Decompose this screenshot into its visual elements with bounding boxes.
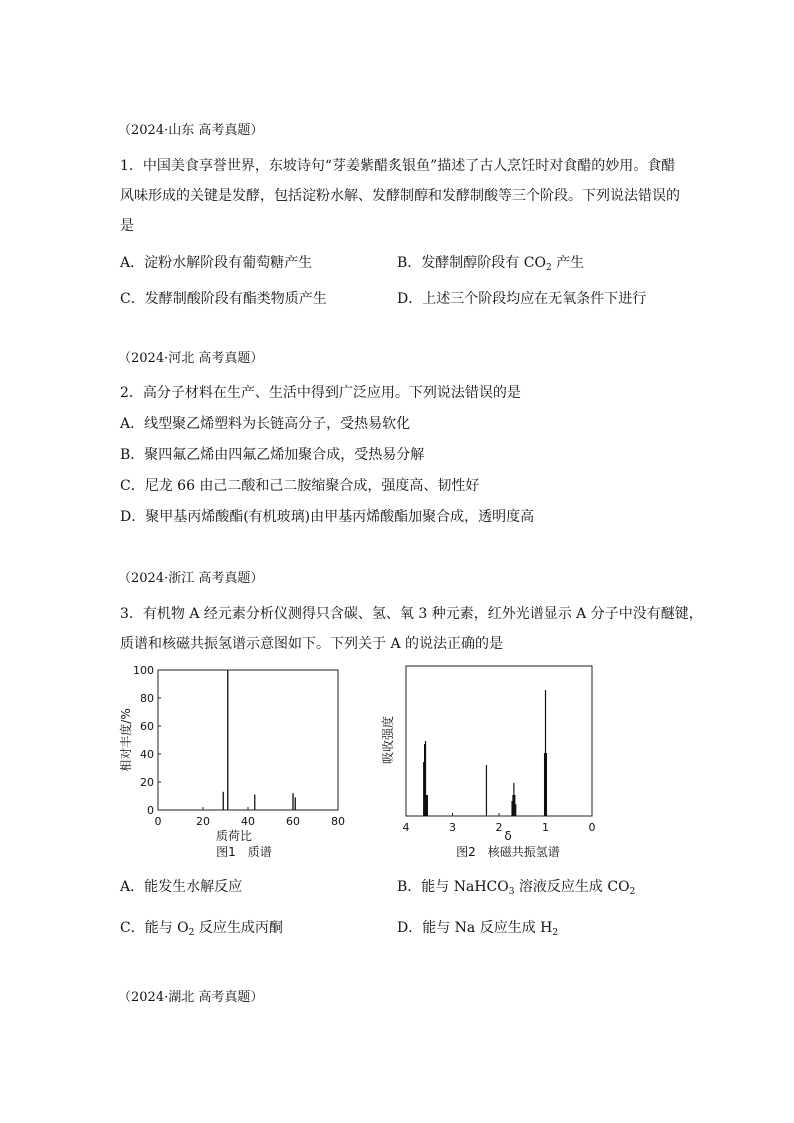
y-tick-label: 40	[140, 748, 154, 761]
q3-option-d-sub: 2	[552, 928, 559, 938]
figure-caption: 图1 质谱	[216, 845, 272, 859]
figure-caption: 图2 核磁共振氢谱	[456, 845, 560, 859]
q3-stem-line-1: 3．有机物 A 经元素分析仪测得只含碳、氢、氧 3 种元素，红外光谱显示 A 分子中没有醚键，	[120, 606, 703, 622]
x-tick-label: 3	[449, 821, 456, 834]
x-tick-label: 40	[241, 815, 255, 828]
plot-frame	[158, 670, 338, 810]
q1-option-b-sub: 2	[545, 263, 552, 273]
q3-option-c[interactable]	[120, 918, 283, 938]
q3-option-c-text: C．能与 O	[120, 920, 189, 936]
q2-option-c[interactable]: C．尼龙 66 由己二酸和己二胺缩聚合成，强度高、韧性好	[120, 478, 480, 494]
x-tick-label: 4	[402, 821, 410, 834]
y-tick-label: 20	[140, 776, 154, 789]
q1-option-d[interactable]: D．上述三个阶段均应在无氧条件下进行	[397, 291, 647, 307]
x-axis-label: 质荷比	[215, 829, 253, 843]
q3-option-b-text: B．能与 NaHCO	[397, 879, 509, 895]
q1-option-a[interactable]: A．淀粉水解阶段有葡萄糖产生	[120, 255, 313, 271]
x-axis-label: δ	[504, 829, 512, 843]
q1-stem-line-1: 1．中国美食享誉世界，东坡诗句“芽姜紫醋炙银鱼”描述了古人烹饪时对食醋的妙用。食醋	[120, 158, 676, 174]
q3-stem-line-2: 质谱和核磁共振氢谱示意图如下。下列关于 A 的说法正确的是	[120, 636, 504, 652]
q1-stem-line-2: 风味形成的关键是发酵，包括淀粉水解、发酵制醇和发酵制酸等三个阶段。下列说法错误的	[120, 188, 680, 204]
y-tick-label: 100	[133, 664, 154, 677]
q3-option-b-sub-1: 3	[508, 887, 515, 897]
q2-option-d[interactable]: D．聚甲基丙烯酸酯(有机玻璃)由甲基丙烯酸酯加聚合成，透明度高	[120, 509, 535, 525]
x-tick-label: 2	[495, 821, 503, 834]
q1-source: （2024·山东 高考真题）	[118, 123, 264, 138]
y-tick-label: 60	[140, 720, 154, 733]
plot-frame	[406, 666, 592, 816]
q1-option-b-text: B．发酵制醇阶段有 CO	[397, 255, 546, 271]
x-tick-label: 80	[331, 815, 345, 828]
x-tick-label: 1	[542, 821, 549, 834]
y-tick-label: 80	[140, 692, 154, 705]
x-tick-label: 20	[196, 815, 210, 828]
q1-option-b-post: 产生	[551, 255, 585, 271]
q3-option-b[interactable]	[397, 877, 635, 897]
y-axis-label: 相对丰度/%	[119, 708, 133, 772]
q2-option-a[interactable]: A．线型聚乙烯塑料为长链高分子，受热易软化	[120, 416, 411, 432]
q3-option-d[interactable]	[397, 918, 558, 938]
q1-stem-line-3: 是	[120, 218, 134, 234]
q3-option-c-sub: 2	[188, 928, 195, 938]
x-tick-label: 0	[154, 815, 162, 828]
q3-option-d-text: D．能与 Na 反应生成 H	[397, 920, 553, 936]
q1-option-b[interactable]	[397, 253, 584, 273]
x-tick-label: 0	[588, 821, 596, 834]
q3-option-a[interactable]: A．能发生水解反应	[120, 879, 243, 895]
q2-source: （2024·河北 高考真题）	[118, 351, 264, 366]
q2-stem: 2．高分子材料在生产、生活中得到广泛应用。下列说法错误的是	[120, 385, 521, 401]
q3-option-b-mid: 溶液反应生成 CO	[514, 879, 630, 895]
x-tick-label: 60	[286, 815, 300, 828]
nmr-spectrum-chart	[370, 660, 610, 865]
mass-spectrum-chart	[110, 660, 360, 865]
q1-option-c[interactable]: C．发酵制酸阶段有酯类物质产生	[120, 291, 327, 307]
q3-source: （2024·浙江 高考真题）	[118, 571, 264, 586]
q3-option-b-sub-2: 2	[629, 887, 636, 897]
y-axis-label: 吸收强度	[381, 715, 395, 765]
y-tick-label: 0	[147, 804, 154, 817]
q2-option-b[interactable]: B．聚四氟乙烯由四氟乙烯加聚合成，受热易分解	[120, 447, 425, 463]
q4-source: （2024·湖北 高考真题）	[118, 990, 264, 1005]
q3-option-c-post: 反应生成丙酮	[194, 920, 283, 936]
